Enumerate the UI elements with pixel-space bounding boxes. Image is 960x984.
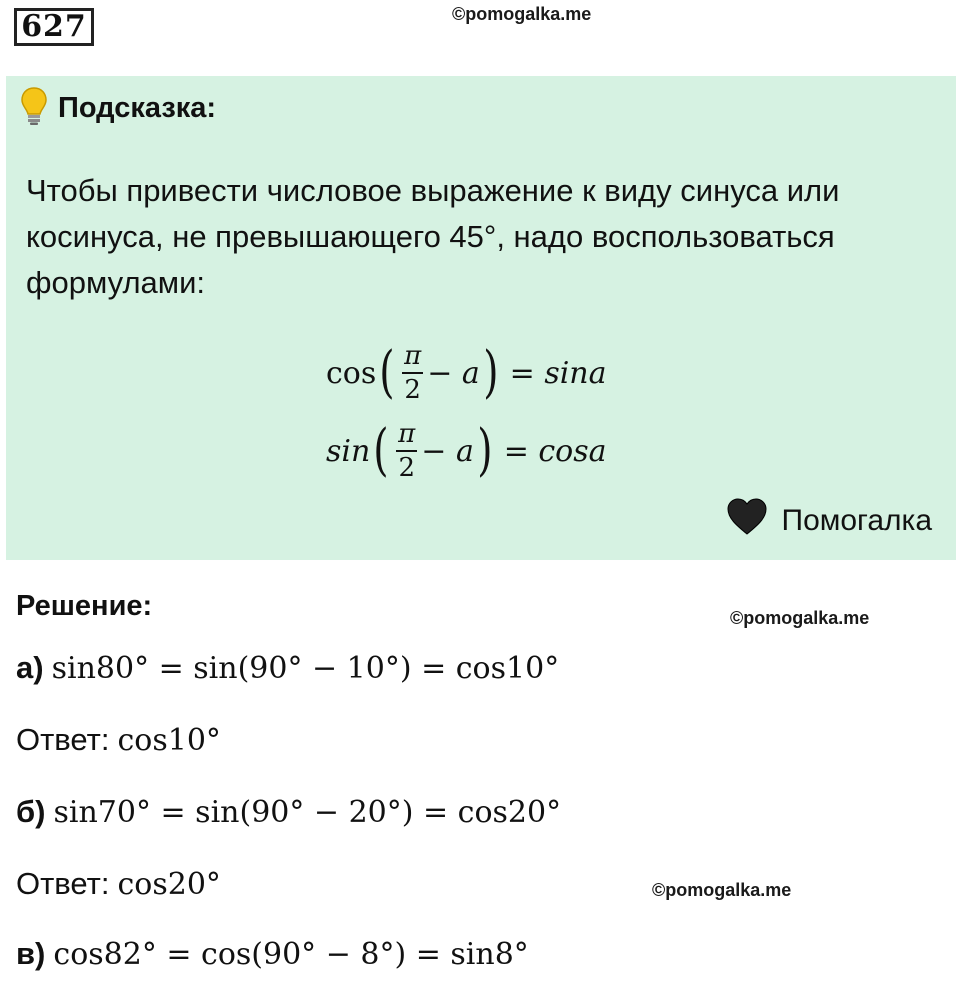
fraction-pi-over-2: $\frac{\pi}{2}$ [398, 419, 416, 483]
watermark: ©pomogalka.me [452, 4, 592, 24]
formula-fn: sin [326, 433, 371, 469]
watermark: ©pomogalka.me [730, 608, 870, 628]
solution-title: Решение: [16, 590, 153, 622]
hint-box [6, 76, 956, 560]
formula-minus: − a [421, 433, 474, 469]
formula-fn: cos [326, 355, 377, 391]
problem-number: 627 [14, 8, 94, 46]
hint-text: Чтобы привести числовое выражение к виду синуса или косинуса, не превышающего 45°, надо воспользоваться формулами: [26, 173, 840, 300]
lightbulb-icon [20, 86, 48, 130]
brand [726, 498, 933, 544]
formulas [326, 334, 607, 490]
formula-minus: − a [427, 355, 480, 391]
solution-c: в) cos82° = cos(90° − 8°) = sin8° [16, 936, 529, 972]
fraction-pi-over-2: $\frac{\pi}{2}$ [404, 341, 422, 405]
brand-name: Помогалка [781, 504, 932, 537]
formula-cos: cos ( $\frac{\pi}{2}$ − a ) = sina [326, 340, 607, 405]
formula-rhs: = cosa [503, 433, 607, 469]
hint-header [20, 86, 216, 130]
hint-title: Подсказка: [58, 91, 217, 124]
solution-a: а) sin80° = sin(90° − 10°) = cos10° [16, 650, 560, 686]
answer-a: Ответ: cos10° [16, 722, 221, 758]
watermark: ©pomogalka.me [652, 880, 792, 900]
formula-sin: sin ( $\frac{\pi}{2}$ − a ) = cosa [326, 418, 607, 483]
formula-rhs: = sina [509, 355, 607, 391]
answer-b: Ответ: cos20° [16, 866, 221, 902]
heart-icon [726, 498, 768, 544]
solution-b: б) sin70° = sin(90° − 20°) = cos20° [16, 794, 562, 830]
